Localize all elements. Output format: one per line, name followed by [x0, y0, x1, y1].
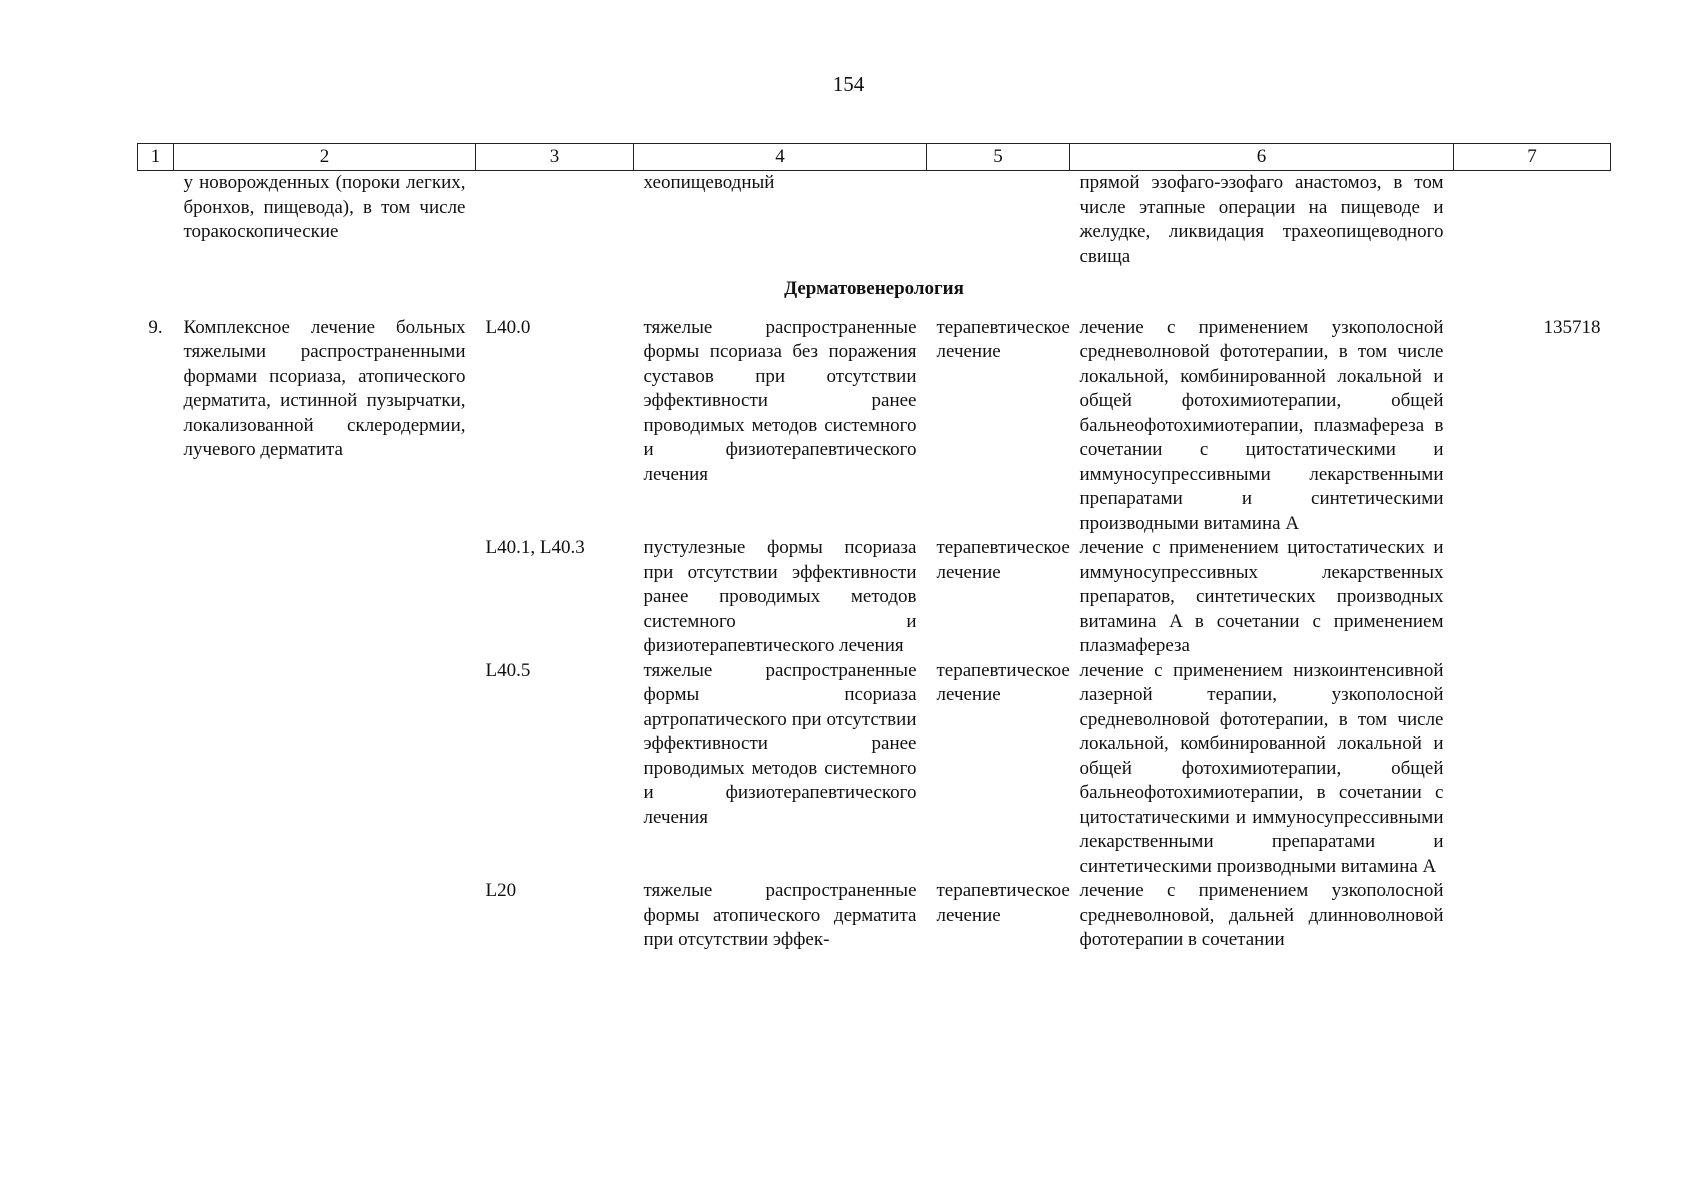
column-header-4: 4 — [634, 144, 927, 171]
column-header-6: 6 — [1070, 144, 1454, 171]
table-row — [138, 536, 1611, 659]
continued-method-cell: прямой эзофаго-эзофаго анастомоз, в том числе этапные операции на пищеводе и желудке, ликвидация трахеопищеводного свища — [1079, 172, 1444, 267]
medical-care-table — [137, 143, 1611, 953]
table-header-row — [138, 144, 1611, 171]
continued-model-cell: хеопищеводный — [643, 172, 775, 193]
section-title-row — [138, 269, 1611, 316]
patient-model-cell: тяжелые распространенные формы псориаза без поражения суставов при отсутствии эффективности ранее проводимых методов системного и физиотерапевтического лечения — [643, 316, 917, 485]
page-number: 154 — [832, 72, 865, 96]
cost-cell: 135718 — [1543, 316, 1601, 338]
continued-name-cell: у новорожденных (пороки легких, бронхов, пищевода), в том числе торакоскопические — [183, 172, 466, 242]
patient-model-cell: пустулезные формы псориаза при отсутствии эффективности ранее проводимых методов системного и физиотерапевтического лечения — [643, 537, 917, 656]
icd-code-cell: L20 — [485, 880, 517, 901]
treatment-type-cell: терапевтическое лечение — [936, 537, 1070, 583]
column-header-7: 7 — [1454, 144, 1611, 171]
table-row — [138, 879, 1611, 953]
icd-code-cell: L40.0 — [485, 316, 531, 338]
treatment-method-cell: лечение с применением цитостатических и иммуносупрессивных лекарственных препаратов, синтетических производных витамина A в сочетании с применением плазмафереза — [1079, 537, 1444, 656]
table-row-continued — [138, 171, 1611, 270]
icd-code-cell: L40.5 — [485, 659, 531, 681]
treatment-type-cell: терапевтическое лечение — [936, 659, 1070, 705]
treatment-method-cell: лечение с применением низкоинтенсивной лазерной терапии, узкополосной средневолновой фототерапии, в том числе локальной, комбинированной локальной и общей фотохимиотерапии, общей бальнеофотохимиотерапии, в сочетании с цитостатическими и иммуносупрессивными лекарственными препаратами и синтетическими производными витамина A — [1079, 659, 1444, 877]
table-row — [138, 659, 1611, 880]
treatment-type-cell: терапевтическое лечение — [936, 316, 1070, 362]
column-header-1: 1 — [138, 144, 174, 171]
treatment-method-cell: лечение с применением узкополосной средневолновой фототерапии, в том числе локальной, комбинированной локальной и общей фотохимиотерапии, общей бальнеофотохимиотерапии, плазмафереза в сочетании с цитостатическими и иммуносупрессивными лекарственными препаратами и синтетическими производными витамина A — [1079, 316, 1444, 534]
column-header-5: 5 — [927, 144, 1070, 171]
row-number: 9. — [148, 316, 163, 338]
treatment-method-cell: лечение с применением узкополосной средневолновой, дальней длинноволновой фототерапии в сочетании — [1079, 880, 1444, 950]
section-title: Дерматовенерология — [784, 278, 964, 299]
column-header-2: 2 — [174, 144, 476, 171]
icd-code-cell: L40.1, L40.3 — [485, 537, 585, 558]
column-header-3: 3 — [476, 144, 634, 171]
treatment-name-cell: Комплексное лечение больных тяжелыми распространенными формами псориаза, атопического дерматита, истинной пузырчатки, локализованной склеродермии, лучевого дерматита — [183, 316, 466, 460]
table-row — [138, 316, 1611, 537]
patient-model-cell: тяжелые распространенные формы атопического дерматита при отсутствии эффек- — [643, 880, 917, 950]
patient-model-cell: тяжелые распространенные формы псориаза артропатического при отсутствии эффективности ранее проводимых методов системного и физиотерапевтического лечения — [643, 659, 917, 828]
treatment-type-cell: терапевтическое лечение — [936, 880, 1070, 926]
